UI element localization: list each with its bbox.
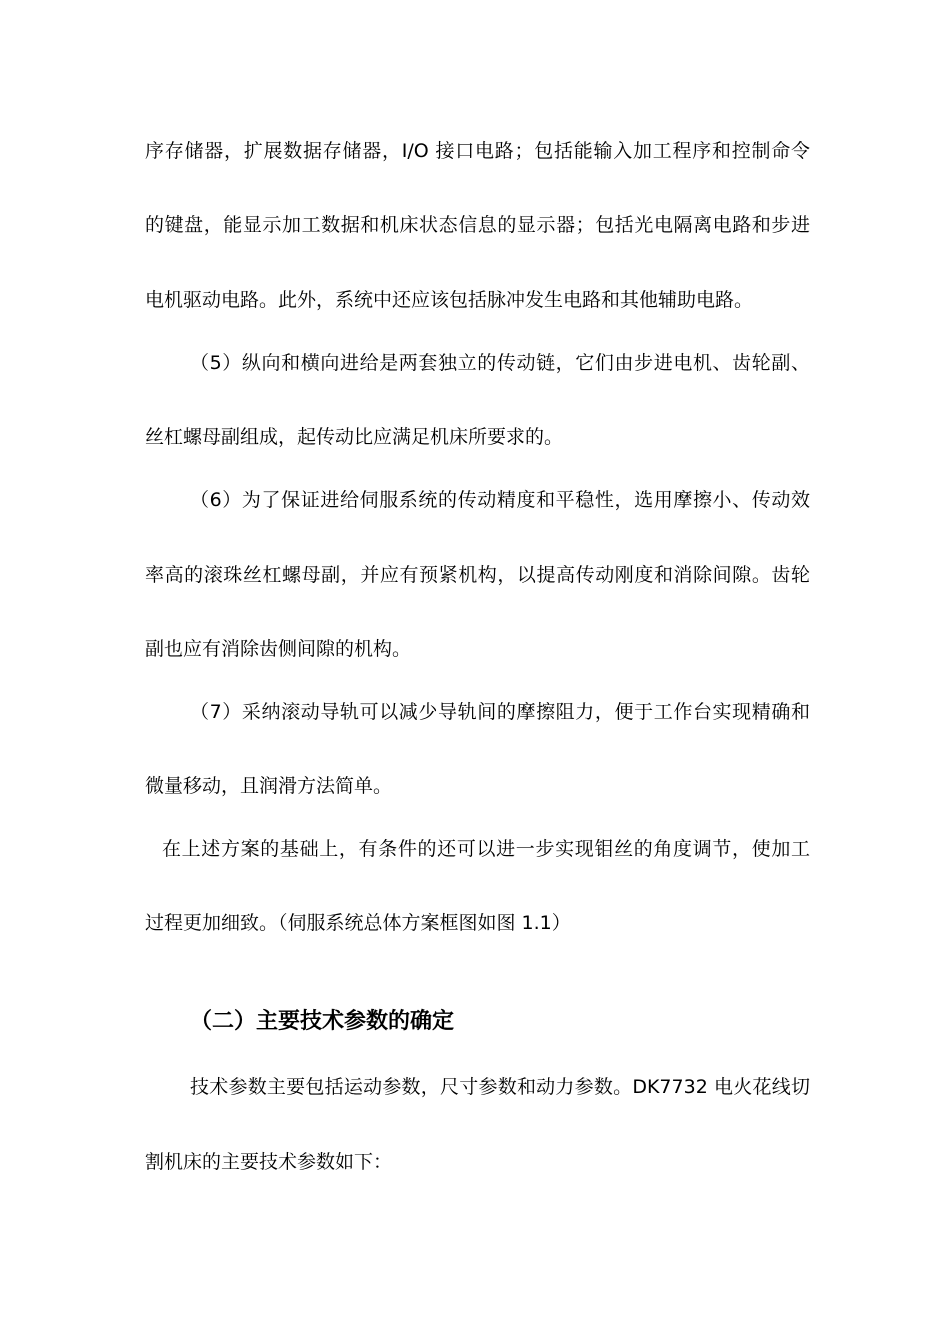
text-line: 的键盘，能显示加工数据和机床状态信息的显示器；包括光电隔离电路和步进	[145, 214, 810, 236]
text-line: 微量移动，且润滑方法简单。	[145, 775, 393, 797]
text-line: （6）为了保证进给伺服系统的传动精度和平稳性，选用摩擦小、传动效	[190, 489, 810, 511]
text-line: （7）采纳滚动导轨可以减少导轨间的摩擦阻力，便于工作台实现精确和	[190, 701, 810, 723]
text-line: （5）纵向和横向进给是两套独立的传动链，它们由步进电机、齿轮副、	[190, 352, 810, 374]
text-line: 丝杠螺母副组成，起传动比应满足机床所要求的。	[145, 426, 564, 448]
text-line: 电机驱动电路。此外，系统中还应该包括脉冲发生电路和其他辅助电路。	[145, 289, 754, 311]
text-line: 副也应有消除齿侧间隙的机构。	[145, 638, 412, 660]
text-line: 割机床的主要技术参数如下：	[145, 1151, 393, 1173]
text-line: 过程更加细致。（伺服系统总体方案框图如图 1.1）	[145, 912, 571, 934]
text-line: 技术参数主要包括运动参数，尺寸参数和动力参数。DK7732 电火花线切	[190, 1076, 810, 1098]
section-heading: （二）主要技术参数的确定	[190, 1009, 455, 1034]
text-line: 在上述方案的基础上，有条件的还可以进一步实现钼丝的角度调节，使加工	[162, 838, 810, 860]
text-line: 率高的滚珠丝杠螺母副，并应有预紧机构，以提高传动刚度和消除间隙。齿轮	[145, 564, 810, 586]
text-line: 序存储器，扩展数据存储器，I/O 接口电路；包括能输入加工程序和控制命令	[145, 140, 810, 162]
